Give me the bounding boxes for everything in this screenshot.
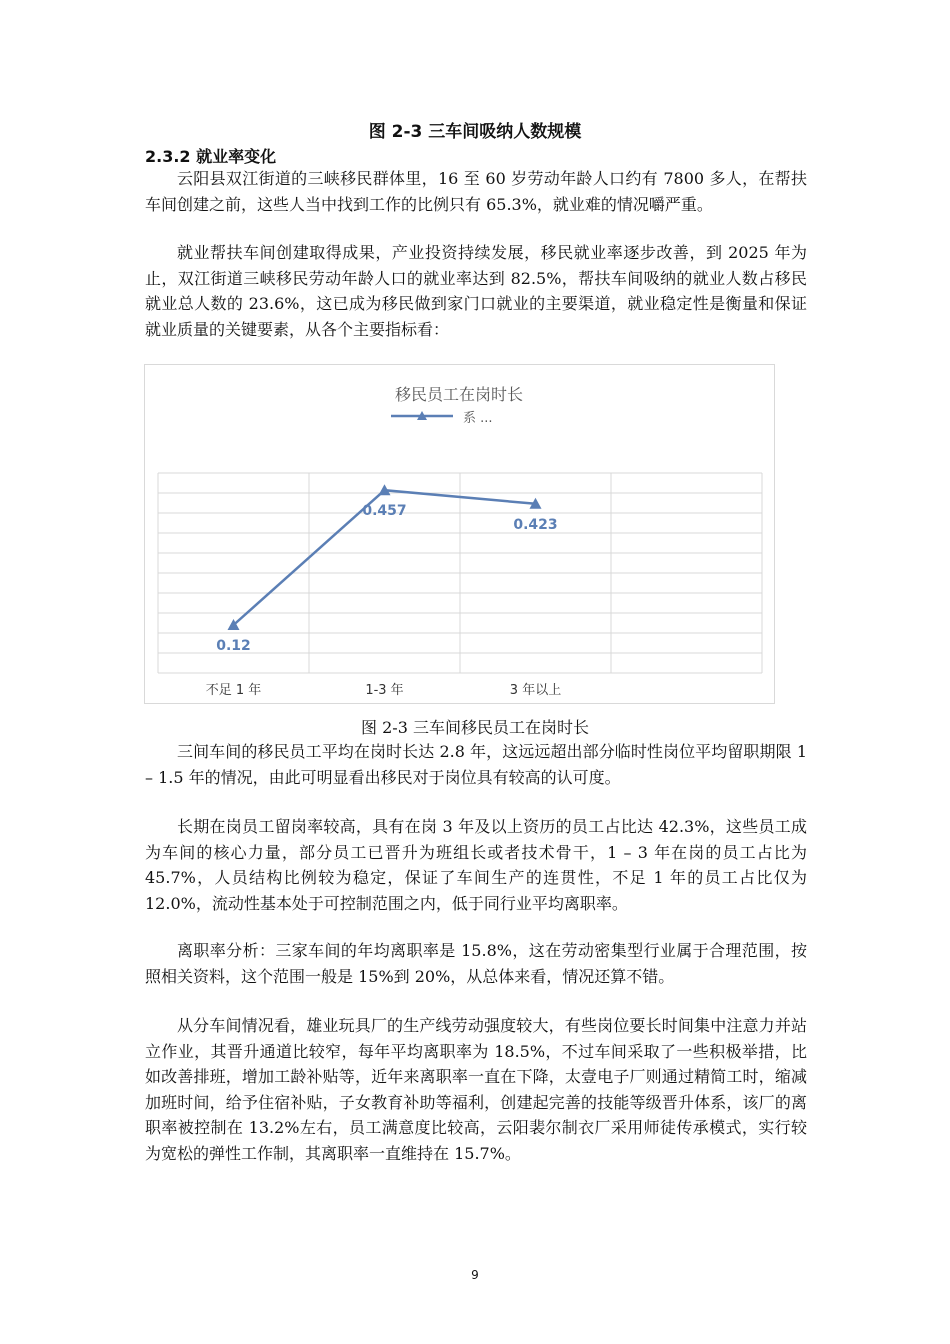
line-chart (145, 365, 774, 703)
legend-label: 系 ... (463, 411, 493, 426)
paragraph-1: 云阳县双江街道的三峡移民群体里，16 至 60 岁劳动年龄人口约有 7800 多人，在帮扶车间创建之前，这些人当中找到工作的比例只有 65.3%，就业难的情况嚼严重。 (145, 169, 807, 214)
x-tick-label: 不足 1 年 (205, 683, 262, 698)
x-tick-label: 3 年以上 (509, 683, 562, 698)
page-number: 9 (471, 1268, 479, 1282)
x-axis-labels (206, 682, 561, 698)
section-heading: 2.3.2 就业率变化 (145, 147, 277, 166)
x-tick-label: 1-3 年 (365, 683, 404, 698)
chart-container (144, 364, 775, 704)
chart-title: 移民员工在岗时长 (394, 385, 524, 404)
figure-caption: 图 2-3 三车间移民员工在岗时长 (361, 718, 589, 737)
top-figure-caption: 图 2-3 三车间吸纳人数规模 (368, 122, 582, 142)
data-label: 0.457 (362, 503, 407, 520)
paragraph-2: 就业帮扶车间创建取得成果，产业投资持续发展，移民就业率逐步改善，到 2025 年为止，双江街道三峡移民劳动年龄人口的就业率达到 82.5%，帮扶车间吸纳的就业人数占移民就业总人数的 23.6%，这已成为移民做到家门口就业的主要渠道，就业稳定性是衡量和保证就业质量的关键要素，从各个主要指标看： (145, 243, 807, 339)
paragraph-6: 从分车间情况看，雄业玩具厂的生产线劳动强度较大，有些岗位要长时间集中注意力并站立作业，其晋升通道比较窄，每年平均离职率为 18.5%，不过车间采取了一些积极举措，比如改善排班，增加工龄补贴等，近年来离职率一直在下降，太壹电子厂则通过精简工时，缩减加班时间，给予住宿补贴，子女教育补助等福利，创建起完善的技能等级晋升体系，该厂的离职率被控制在 13.2%左右，员工满意度比较高，云阳裴尔制衣厂采用师徒传承模式，实行较为宽松的弹性工作制，其离职率一直维持在 15.7%。 (145, 1016, 807, 1163)
paragraph-3: 三间车间的移民员工平均在岗时长达 2.8 年，这远远超出部分临时性岗位平均留职期限 1 – 1.5 年的情况，由此可明显看出移民对于岗位具有较高的认可度。 (145, 742, 807, 787)
paragraph-5: 离职率分析：三家车间的年均离职率是 15.8%，这在劳动密集型行业属于合理范围，按照相关资料，这个范围一般是 15%到 20%，从总体来看，情况还算不错。 (145, 941, 807, 986)
paragraph-4: 长期在岗员工留岗率较高，具有在岗 3 年及以上资历的员工占比达 42.3%，这些员工成为车间的核心力量，部分员工已晋升为班组长或者技术骨干，1 – 3 年在岗的员工占比为 45.7%，人员结构比例较为稳定，保证了车间生产的连贯性，不足 1 年的员工占比仅为 12.0%，流动性基本处于可控制范围之内，低于同行业平均离职率。 (145, 817, 807, 913)
data-label: 0.423 (513, 516, 558, 533)
data-label: 0.12 (216, 638, 251, 654)
chart-series (216, 484, 557, 654)
